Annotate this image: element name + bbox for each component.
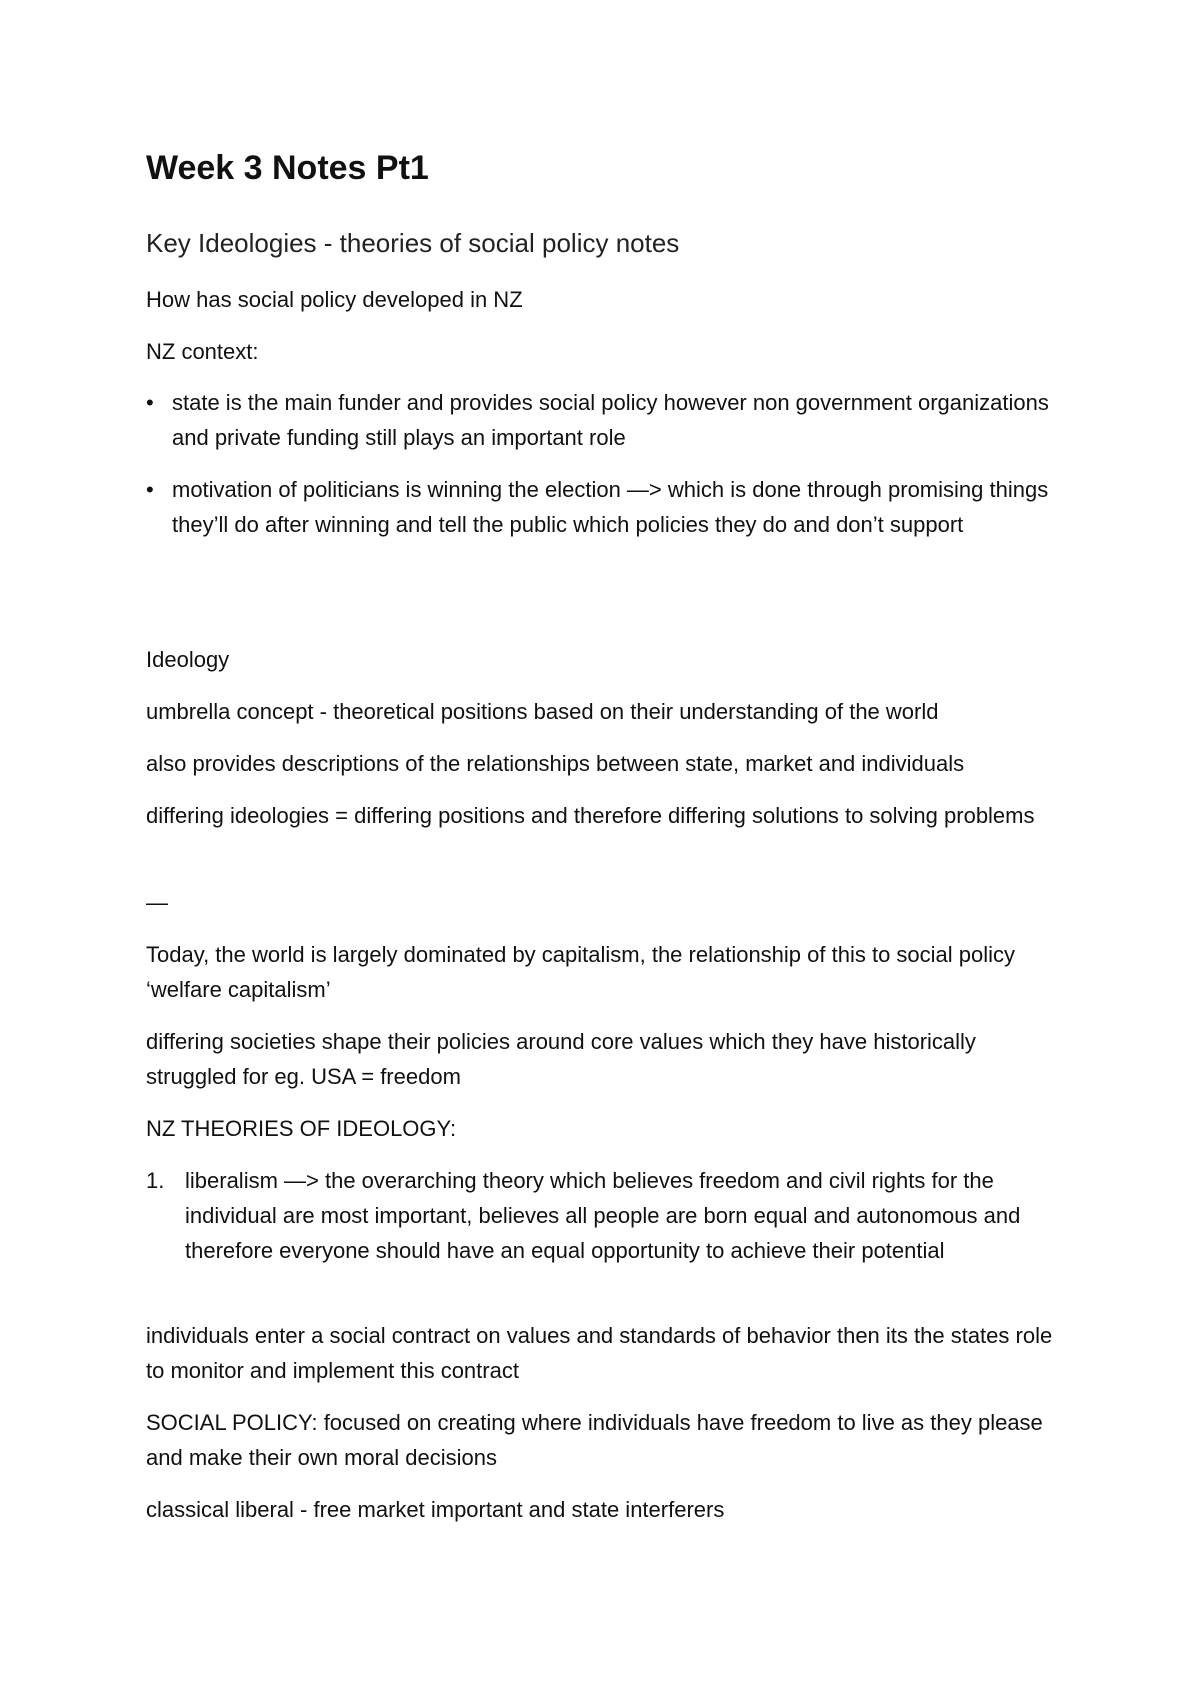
bullet-marker: • [146, 390, 154, 415]
list-item-text: liberalism —> the overarching theory which believes freedom and civil rights for the individual are most important, believes all people are born equal and autonomous and therefore everyone should have an equal opportunity to achieve their potential [185, 1168, 1021, 1263]
question-line: How has social policy developed in NZ [146, 287, 523, 312]
closing-line: individuals enter a social contract on values and standards of behavior then its the states role to monitor and implement this contract [146, 1323, 1053, 1383]
context-bullet-item [146, 385, 1066, 455]
context-bullet-item [146, 472, 1066, 542]
ideology-heading: Ideology [146, 647, 230, 672]
bullet-text: motivation of politicians is winning the election —> which is done through promising things they’ll do after winning and tell the public which policies they do and don’t support [172, 477, 1049, 537]
page-subtitle: Key Ideologies - theories of social policy notes [146, 228, 680, 258]
bullet-marker: • [146, 477, 154, 502]
theory-list-item [146, 1163, 1066, 1268]
ideology-line: umbrella concept - theoretical positions based on their understanding of the world [146, 699, 939, 724]
section-divider: — [146, 890, 168, 915]
capitalism-line: differing societies shape their policies around core values which they have historically struggled for eg. USA = freedom [146, 1029, 976, 1089]
closing-line: classical liberal - free market important and state interferers [146, 1497, 725, 1522]
ideology-line: also provides descriptions of the relationships between state, market and individuals [146, 751, 965, 776]
page-title: Week 3 Notes Pt1 [146, 149, 429, 187]
list-number: 1. [146, 1168, 165, 1193]
ideology-line: differing ideologies = differing positions and therefore differing solutions to solving problems [146, 803, 1035, 828]
bullet-text: state is the main funder and provides social policy however non government organizations and private funding still plays an important role [172, 390, 1049, 450]
closing-line: SOCIAL POLICY: focused on creating where individuals have freedom to live as they please and make their own moral decisions [146, 1410, 1043, 1470]
capitalism-line: Today, the world is largely dominated by capitalism, the relationship of this to social policy ‘welfare capitalism’ [146, 942, 1016, 1002]
theories-heading: NZ THEORIES OF IDEOLOGY: [146, 1116, 457, 1141]
nz-context-heading: NZ context: [146, 339, 259, 364]
